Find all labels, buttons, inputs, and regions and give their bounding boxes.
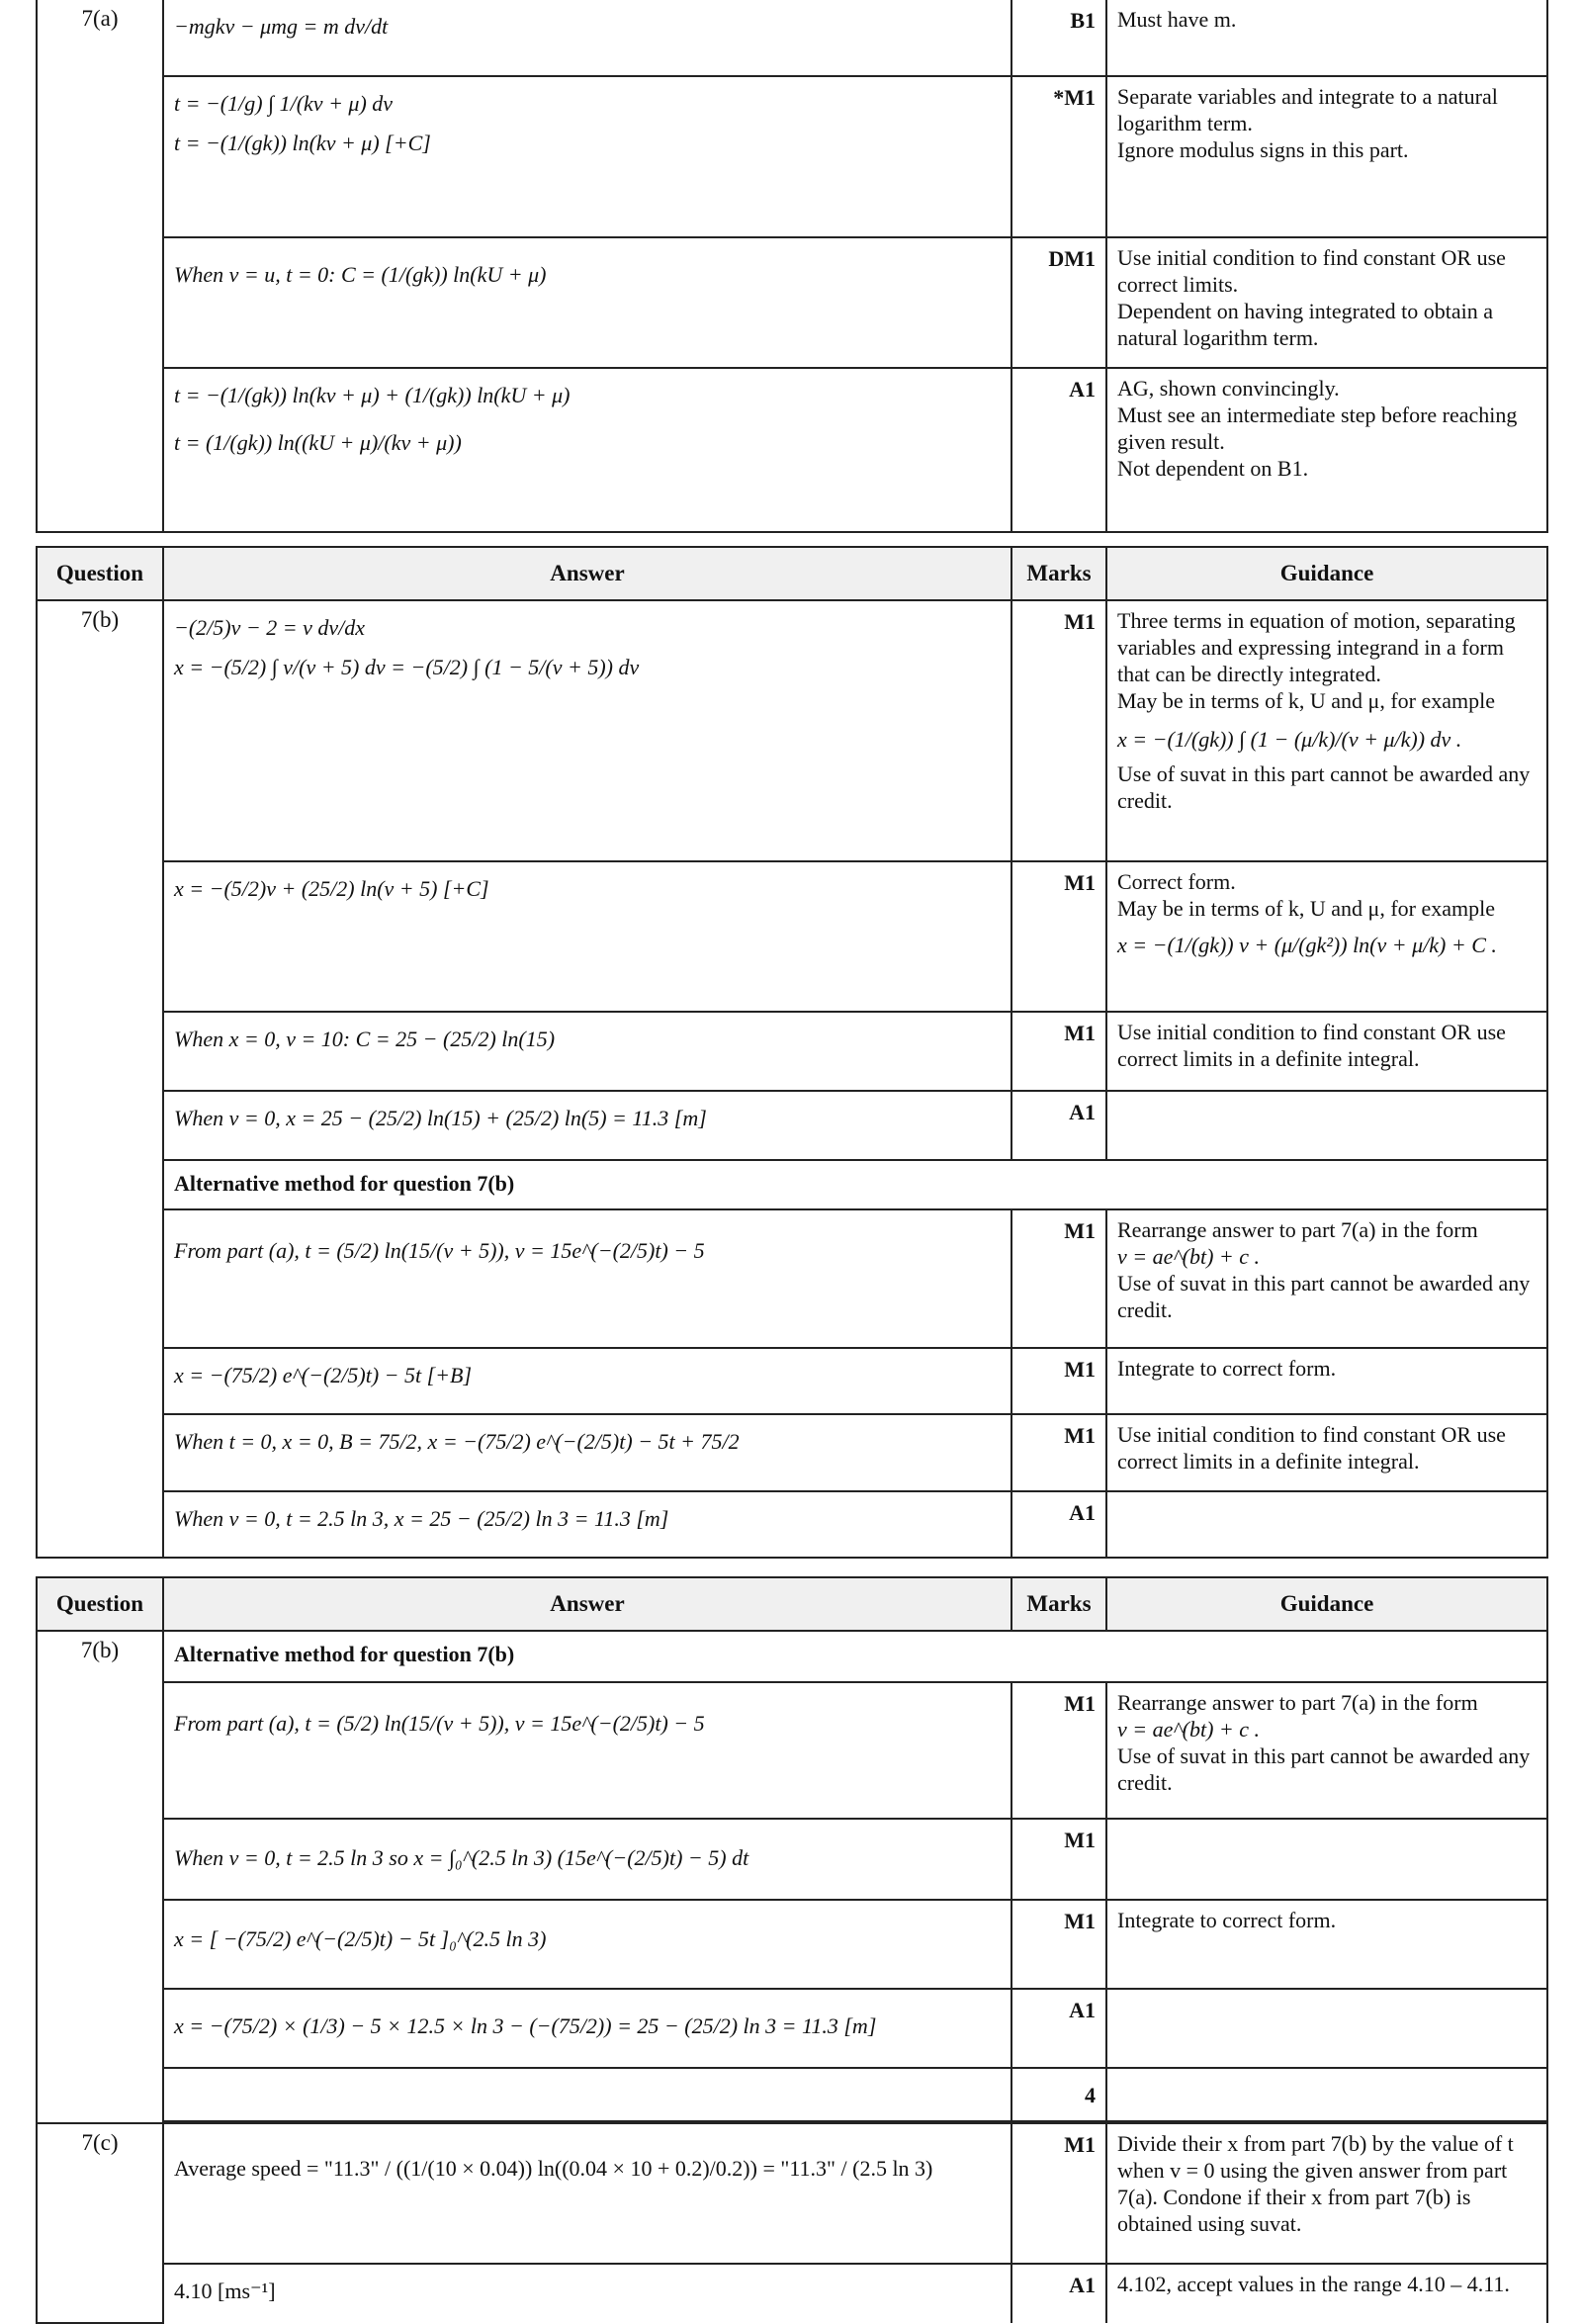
guidance-cell: AG, shown convincingly. Must see an intermediate step before reaching given result. Not dependent on B1. [1106, 368, 1547, 532]
question-number: 7(b) [37, 1631, 163, 2123]
guidance-cell: Use initial condition to find constant OR use correct limits. Dependent on having integrated to obtain a natural logarithm term. [1106, 237, 1547, 368]
mark-cell: M1 [1011, 1348, 1106, 1414]
mark-cell: M1 [1011, 2123, 1106, 2264]
answer-cell: t = −(1/g) ∫ 1/(kv + μ) dv t = −(1/(gk)) ln(kv + μ) [+C] [163, 76, 1011, 237]
alternative-method-heading: Alternative method for question 7(b) [163, 1631, 1547, 1682]
header-question: Question [37, 547, 163, 600]
answer-cell: Average speed = "11.3" / ((1/(10 × 0.04)) ln((0.04 × 10 + 0.2)/0.2)) = "11.3" / (2.5 ln 3) [163, 2123, 1011, 2264]
question-number: 7(a) [37, 0, 163, 532]
mark-cell: M1 [1011, 1414, 1106, 1491]
guidance-cell: Rearrange answer to part 7(a) in the form v = ae^(bt) + c . Use of suvat in this part cannot be awarded any credit. [1106, 1209, 1547, 1348]
answer-cell: When v = 0, x = 25 − (25/2) ln(15) + (25/2) ln(5) = 11.3 [m] [163, 1091, 1011, 1160]
guidance-cell: Use initial condition to find constant OR use correct limits in a definite integral. [1106, 1012, 1547, 1091]
header-marks: Marks [1011, 547, 1106, 600]
guidance-cell: Rearrange answer to part 7(a) in the form v = ae^(bt) + c . Use of suvat in this part cannot be awarded any credit. [1106, 1682, 1547, 1819]
question-number: 7(b) [37, 600, 163, 1558]
answer-cell: When v = 0, t = 2.5 ln 3, x = 25 − (25/2) ln 3 = 11.3 [m] [163, 1491, 1011, 1558]
guidance-cell: Integrate to correct form. [1106, 1900, 1547, 1989]
mark-cell: M1 [1011, 1682, 1106, 1819]
mark-cell: DM1 [1011, 237, 1106, 368]
guidance-cell [1106, 1091, 1547, 1160]
guidance-cell [1106, 1989, 1547, 2068]
mark-cell: M1 [1011, 1900, 1106, 1989]
answer-cell: When t = 0, x = 0, B = 75/2, x = −(75/2) e^(−(2/5)t) − 5t + 75/2 [163, 1414, 1011, 1491]
answer-cell: x = −(75/2) e^(−(2/5)t) − 5t [+B] [163, 1348, 1011, 1414]
mark-cell: M1 [1011, 861, 1106, 1012]
mark-cell: A1 [1011, 2264, 1106, 2323]
answer-cell: When x = 0, v = 10: C = 25 − (25/2) ln(15) [163, 1012, 1011, 1091]
guidance-cell: Integrate to correct form. [1106, 1348, 1547, 1414]
guidance-cell [1106, 1491, 1547, 1558]
mark-scheme-table-7b-7c [36, 1576, 1548, 2324]
question-number: 7(c) [37, 2123, 163, 2323]
mark-cell: M1 [1011, 1209, 1106, 1348]
guidance-cell: Divide their x from part 7(b) by the value of t when v = 0 using the given answer from part 7(a). Condone if their x from part 7(b) is obtained using suvat. [1106, 2123, 1547, 2264]
answer-cell: −(2/5)v − 2 = v dv/dx x = −(5/2) ∫ v/(v + 5) dv = −(5/2) ∫ (1 − 5/(v + 5)) dv [163, 600, 1011, 861]
answer-cell: x = −(75/2) × (1/3) − 5 × 12.5 × ln 3 − (−(75/2)) = 25 − (25/2) ln 3 = 11.3 [m] [163, 1989, 1011, 2068]
guidance-cell: Correct form. May be in terms of k, U and μ, for example x = −(1/(gk)) v + (μ/(gk²)) ln(v + μ/k) + C . [1106, 861, 1547, 1012]
answer-cell: x = [ −(75/2) e^(−(2/5)t) − 5t ]₀^(2.5 ln 3) [163, 1900, 1011, 1989]
answer-cell: From part (a), t = (5/2) ln(15/(v + 5)), v = 15e^(−(2/5)t) − 5 [163, 1209, 1011, 1348]
header-guidance: Guidance [1106, 1577, 1547, 1631]
mark-cell: M1 [1011, 1012, 1106, 1091]
mark-scheme-table-7b [36, 546, 1548, 1559]
mark-cell: A1 [1011, 368, 1106, 532]
guidance-cell: Must have m. [1106, 0, 1547, 76]
mark-cell: A1 [1011, 1989, 1106, 2068]
mark-cell: *M1 [1011, 76, 1106, 237]
guidance-cell: Separate variables and integrate to a natural logarithm term. Ignore modulus signs in this part. [1106, 76, 1547, 237]
answer-cell: When v = 0, t = 2.5 ln 3 so x = ∫₀^(2.5 ln 3) (15e^(−(2/5)t) − 5) dt [163, 1819, 1011, 1900]
mark-cell: A1 [1011, 1091, 1106, 1160]
answer-cell: From part (a), t = (5/2) ln(15/(v + 5)), v = 15e^(−(2/5)t) − 5 [163, 1682, 1011, 1819]
answer-cell [163, 2068, 1011, 2121]
guidance-cell: Three terms in equation of motion, separating variables and expressing integrand in a form that can be directly integrated. May be in terms of k, U and μ, for example x = −(1/(gk)) ∫ (1 − (μ/k)/(v + μ/k)) dv . Use of suvat in this part cannot be awarded any credit. [1106, 600, 1547, 861]
answer-cell: 4.10 [ms⁻¹] [163, 2264, 1011, 2323]
guidance-cell: Use initial condition to find constant OR use correct limits in a definite integral. [1106, 1414, 1547, 1491]
answer-cell: t = −(1/(gk)) ln(kv + μ) + (1/(gk)) ln(kU + μ) t = (1/(gk)) ln((kU + μ)/(kv + μ)) [163, 368, 1011, 532]
guidance-cell [1106, 1819, 1547, 1900]
answer-cell: −mgkv − μmg = m dv/dt [163, 0, 1011, 76]
header-marks: Marks [1011, 1577, 1106, 1631]
mark-cell: B1 [1011, 0, 1106, 76]
answer-cell: x = −(5/2)v + (25/2) ln(v + 5) [+C] [163, 861, 1011, 1012]
header-answer: Answer [163, 547, 1011, 600]
header-guidance: Guidance [1106, 547, 1547, 600]
answer-cell: When v = u, t = 0: C = (1/(gk)) ln(kU + μ) [163, 237, 1011, 368]
header-answer: Answer [163, 1577, 1011, 1631]
mark-scheme-table-7a [36, 0, 1548, 533]
mark-cell: M1 [1011, 600, 1106, 861]
header-question: Question [37, 1577, 163, 1631]
mark-cell: A1 [1011, 1491, 1106, 1558]
alternative-method-heading: Alternative method for question 7(b) [163, 1160, 1547, 1209]
total-marks: 4 [1011, 2068, 1106, 2121]
guidance-cell [1106, 2068, 1547, 2121]
guidance-cell: 4.102, accept values in the range 4.10 – 4.11. [1106, 2264, 1547, 2323]
mark-cell: M1 [1011, 1819, 1106, 1900]
